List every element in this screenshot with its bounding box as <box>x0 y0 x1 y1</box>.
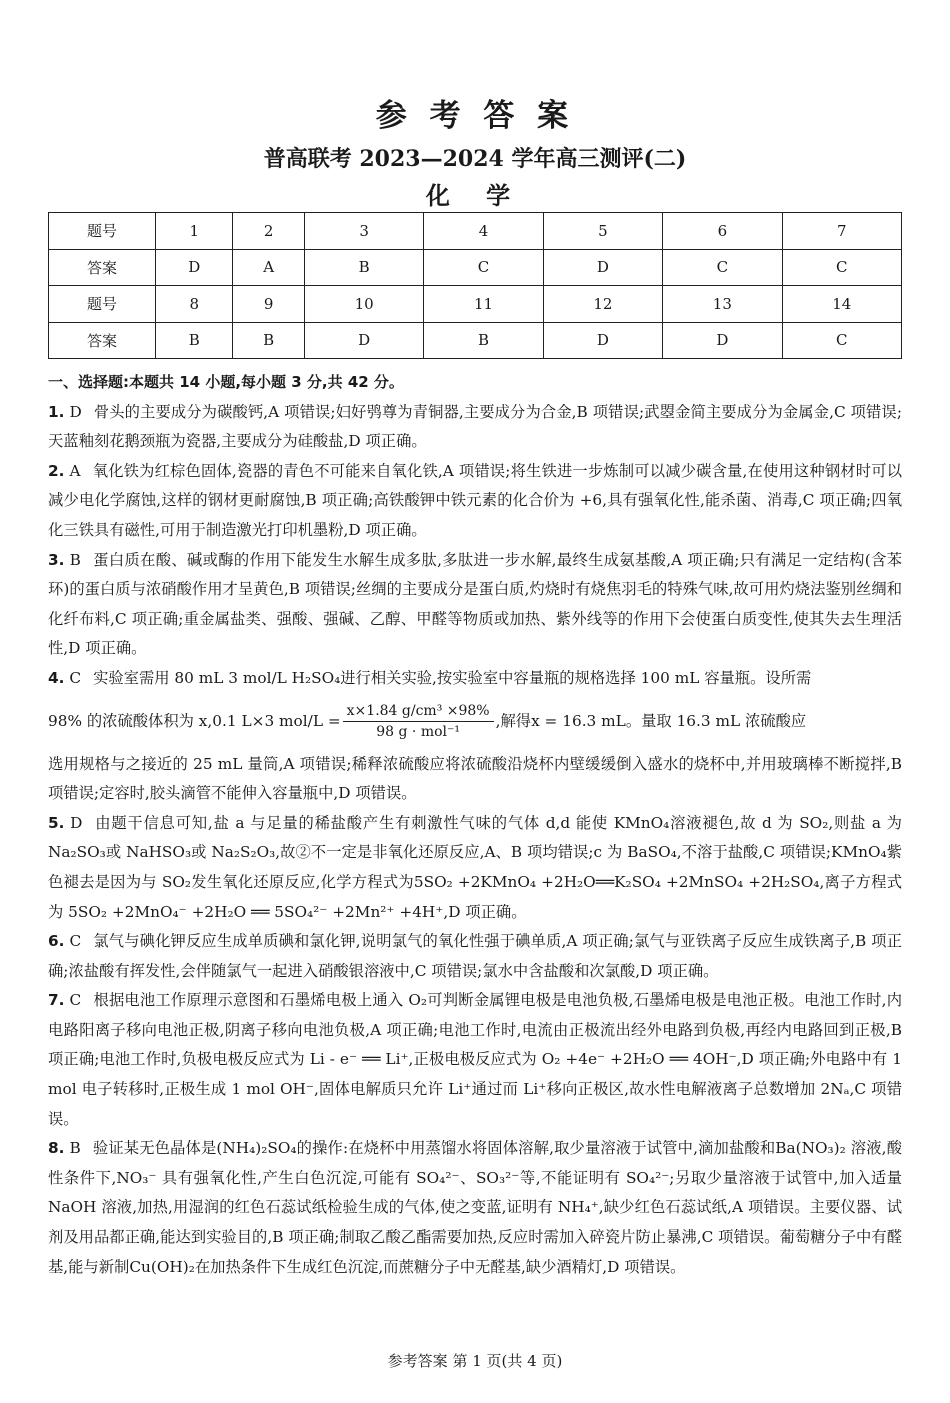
question-number: 3. <box>48 550 65 569</box>
question-answer: D <box>70 813 83 832</box>
q4-before-frac: 98% 的浓硫酸体积为 x,0.1 L×3 mol/L = <box>48 711 341 730</box>
answer-cell: 8 <box>156 286 233 323</box>
answer-table <box>48 212 902 359</box>
answer-cell: D <box>543 322 662 359</box>
page-footer: 参考答案 第 1 页(共 4 页) <box>387 1352 563 1370</box>
answer-cell: D <box>543 249 662 286</box>
q4-formula-line <box>48 696 902 748</box>
question-number: 2. <box>48 461 65 480</box>
answer-table-row <box>49 213 902 250</box>
explanations <box>48 368 902 1282</box>
answer-table-row <box>49 322 902 359</box>
fraction-denominator: 98 g · mol⁻¹ <box>376 724 461 741</box>
answer-cell: C <box>782 249 901 286</box>
answer-table-row <box>49 286 902 323</box>
fraction-numerator: x×1.84 g/cm³ ×98% <box>343 701 494 722</box>
question-explanation <box>48 1134 902 1282</box>
question-number: 6. <box>48 932 65 951</box>
question-text: 实验室需用 80 mL 3 mol/L H₂SO₄进行相关实验,按实验室中容量瓶的规格选择 100 mL 容量瓶。设所需 <box>93 668 812 687</box>
answer-cell: D <box>304 322 423 359</box>
question-explanation <box>48 664 902 694</box>
q4-after-frac: ,解得x = 16.3 mL。量取 16.3 mL 浓硫酸应 <box>495 711 807 730</box>
question-answer: B <box>69 550 81 569</box>
question-number: 7. <box>48 991 65 1010</box>
question-explanation <box>48 809 902 927</box>
row-label: 题号 <box>49 286 156 323</box>
row-label: 题号 <box>49 213 156 250</box>
question-explanation <box>48 546 902 664</box>
answer-cell: 6 <box>663 213 782 250</box>
answer-cell: 13 <box>663 286 782 323</box>
answer-cell: B <box>424 322 543 359</box>
question-explanation <box>48 457 902 546</box>
exam-subtitle: 普高联考 2023—2024 学年高三测评(二) <box>263 146 687 172</box>
answer-cell: A <box>233 249 304 286</box>
question-answer: C <box>69 991 82 1010</box>
question-explanation <box>48 927 902 986</box>
question-answer: C <box>69 932 82 951</box>
question-text: 氧化铁为红棕色固体,瓷器的青色不可能来自氧化铁,A 项错误;将生铁进一步炼制可以减少碳含量,在使用这种钢材时可以减少电化学腐蚀,这样的钢材更耐腐蚀,B 项正确;高铁酸钾中铁元素的化合价为 +6,具有强氧化性,能杀菌、消毒,C 项正确;四氧化三铁具有磁性,可用于制造激光打印机墨粉,D 项正确。 <box>48 461 902 539</box>
question-number: 5. <box>48 813 65 832</box>
answer-cell: B <box>156 322 233 359</box>
question-text: 骨头的主要成分为碳酸钙,A 项错误;妇好鸮尊为青铜器,主要成分为合金,B 项错误;武曌金简主要成分为金属金,C 项错误;天蓝釉刻花鹅颈瓶为瓷器,主要成分为硅酸盐,D 项正确。 <box>48 402 902 451</box>
question-answer: B <box>69 1139 81 1158</box>
question-text: 蛋白质在酸、碱或酶的作用下能发生水解生成多肽,多肽进一步水解,最终生成氨基酸,A 项正确;只有满足一定结构(含苯环)的蛋白质与浓硝酸作用才呈黄色,B 项错误;丝绸的主要成分是蛋白质,灼烧时有烧焦羽毛的特殊气味,故可用灼烧法鉴别丝绸和化纤布料,C 项正确;重金属盐类、强酸、强碱、乙醇、甲醛等物质或加热、紫外线等的作用下会使蛋白质变性,使其失去生理活性,D 项正确。 <box>48 550 902 658</box>
q4-fraction <box>343 701 494 742</box>
question-number: 4. <box>48 668 65 687</box>
question-list <box>48 398 902 1283</box>
question-text: 由题干信息可知,盐 a 与足量的稀盐酸产生有刺激性气味的气体 d,d 能使 KMnO₄溶液褪色,故 d 为 SO₂,则盐 a 为 Na₂SO₃或 NaHSO₃或 Na₂S₂O₃,故②不一定是非氧化还原反应,A、B 项均错误;c 为 BaSO₄,不溶于盐酸,C 项错误;KMnO₄紫色褪去是因为与 SO₂发生氧化还原反应,化学方程式为5SO₂ +2KMnO₄ +2H₂O══K₂SO₄ +2MnSO₄ +2H₂SO₄,离子方程式为 5SO₂ +2MnO₄⁻ +2H₂O ══ 5SO₄²⁻ +2Mn²⁺ +4H⁺,D 项正确。 <box>48 813 902 921</box>
answer-cell: 11 <box>424 286 543 323</box>
answer-cell: D <box>156 249 233 286</box>
answer-cell: 4 <box>424 213 543 250</box>
answer-cell: 14 <box>782 286 901 323</box>
answer-cell: 1 <box>156 213 233 250</box>
answer-cell: C <box>782 322 901 359</box>
section-heading: 一、选择题:本题共 14 小题,每小题 3 分,共 42 分。 <box>48 373 404 391</box>
question-explanation <box>48 398 902 457</box>
answer-cell: B <box>304 249 423 286</box>
question-answer: C <box>69 668 82 687</box>
answer-cell: 5 <box>543 213 662 250</box>
q4-rest-text: 选用规格与之接近的 25 mL 量筒,A 项错误;稀释浓硫酸应将浓硫酸沿烧杯内壁缓缓倒入盛水的烧杯中,并用玻璃棒不断搅拌,B 项错误;定容时,胶头滴管不能伸入容量瓶中,D 项错误。 <box>48 754 902 803</box>
answer-cell: 10 <box>304 286 423 323</box>
subject-title: 化 学 <box>425 181 525 210</box>
answer-cell: C <box>663 249 782 286</box>
answer-cell: D <box>663 322 782 359</box>
row-label: 答案 <box>49 322 156 359</box>
answer-cell: 3 <box>304 213 423 250</box>
question-answer: A <box>69 461 81 480</box>
answer-cell: 9 <box>233 286 304 323</box>
answer-table-row <box>49 249 902 286</box>
question-number: 8. <box>48 1139 65 1158</box>
answer-cell: 7 <box>782 213 901 250</box>
answer-cell: 2 <box>233 213 304 250</box>
question-answer: D <box>69 402 82 421</box>
question-text: 验证某无色晶体是(NH₄)₂SO₄的操作:在烧杯中用蒸馏水将固体溶解,取少量溶液于试管中,滴加盐酸和Ba(NO₃)₂ 溶液,酸性条件下,NO₃⁻ 具有强氧化性,产生白色沉淀,可能有 SO₄²⁻、SO₃²⁻等,不能证明有 SO₄²⁻;另取少量溶液于试管中,加入适量 NaOH 溶液,加热,用湿润的红色石蕊试纸检验生成的气体,使之变蓝,证明有 NH₄⁺,缺少红色石蕊试纸,A 项错误。主要仪器、试剂及用品都正确,能达到实验目的,B 项正确;制取乙酸乙酯需要加热,反应时需加入碎瓷片防止暴沸,C 项错误。葡萄糖分子中有醛基,能与新制Cu(OH)₂在加热条件下生成红色沉淀,而蔗糖分子中无醛基,缺少酒精灯,D 项错误。 <box>48 1139 902 1276</box>
answer-cell: 12 <box>543 286 662 323</box>
question-text: 根据电池工作原理示意图和石墨烯电极上通入 O₂可判断金属锂电极是电池负极,石墨烯电极是电池正极。电池工作时,内电路阳离子移向电池正极,阴离子移向电池负极,A 项正确;电池工作时,电流由正极流出经外电路到负极,再经内电路回到正极,B 项正确;电池工作时,负极电极反应式为 Li - e⁻ ══ Li⁺,正极电极反应式为 O₂ +4e⁻ +2H₂O ══ 4OH⁻,D 项正确;外电路中有 1 mol 电子转移时,正极生成 1 mol OH⁻,固体电解质只允许 Li⁺通过而 Li⁺移向正极区,故水性电解液离子总数增加 2Nₐ,C 项错误。 <box>48 991 902 1128</box>
answer-cell: B <box>233 322 304 359</box>
question-text: 氯气与碘化钾反应生成单质碘和氯化钾,说明氯气的氧化性强于碘单质,A 项正确;氯气与亚铁离子反应生成铁离子,B 项正确;浓盐酸有挥发性,会伴随氯气一起进入硝酸银溶液中,C 项错误;氯水中含盐酸和次氯酸,D 项正确。 <box>48 932 902 980</box>
question-number: 1. <box>48 402 65 421</box>
page-title: 参 考 答 案 <box>375 98 575 134</box>
question-explanation <box>48 986 902 1134</box>
row-label: 答案 <box>49 249 156 286</box>
answer-cell: C <box>424 249 543 286</box>
